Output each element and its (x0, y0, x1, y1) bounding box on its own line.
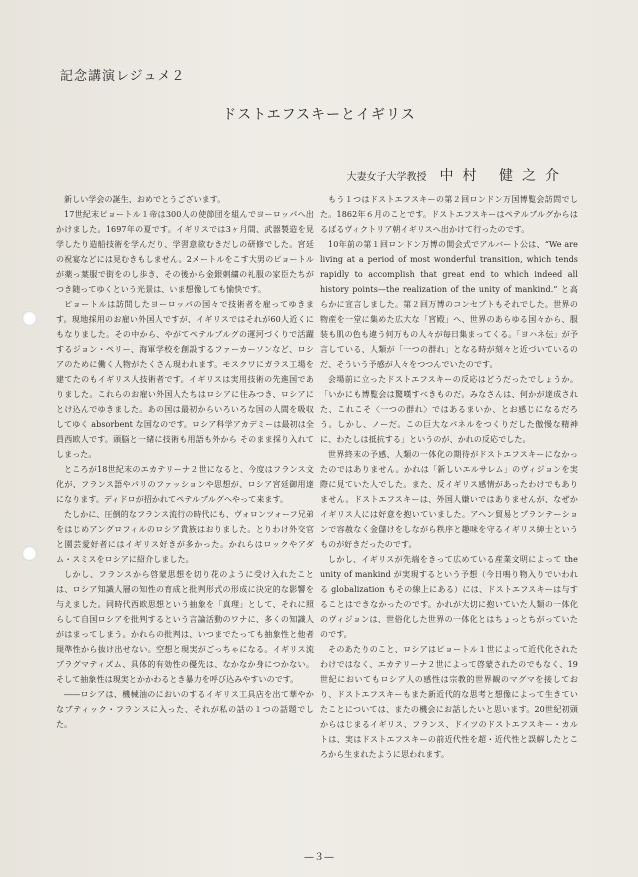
paragraph: ――ロシアは、機械油のにおいのするイギリス工具店を出て華やかなブティック・フランスに入った、それが私の話の１つの話題でした。 (56, 690, 314, 729)
paragraph: もう１つはドストエフスキーの第２回ロンドン万国博覧会訪問でした。1862年６月のことです。ドストエフスキーはペテルブルグからはるばるヴィクトリア朝イギリスへ出かけて行ったのです。 (320, 195, 578, 234)
paragraph: ピョートルは訪問したヨーロッパの国々で技術者を雇ってゆきます。現地採用のお雇い外国人ですが、イギリスではそれが60人近くにもなりました。その中から、やがてペテルブルグの運河づくりで活躍するジョン・ペリー、海軍学校を創設するファーカーソンなど、ロシアのために働く人物がたくさん現われます。モスクワにガラス工場を建てたのもイギリス人技術者です。イギリスは実用技術の先進国でありました。これらのお雇い外国人たちはロシアに住みつき、ロシアにとけ込んでゆきました。あの国は最初からいろいろな国の人間を吸収してゆく absorbent な国なのです。ロシア科学アカデミーは最初は全員西欧人です。頭脳と一緒に技術も用語も外から そのまま採り入れてしまった。 (56, 300, 314, 459)
right-column (320, 192, 578, 842)
paragraph: 会場前に立ったドストエフスキーの反応はどうだったでしょうか。「いかにも博覧会は驚嘆すべきものだ。みなさんは、何かが達成された、これこそ〈一つの群れ〉ではあるまいか、とお感じになるだろう。しかし、ノーだ。この巨大なパネルをつくりだした傲慢な精神に、わたしは抵抗する」というのが、かれの反応でした。 (320, 375, 578, 444)
paragraph: 17世紀末ピョートル１帝は300人の使節団を組んでヨーロッパへ出かけました。1697年の夏です。イギリスでは3ヶ月間、武器製造を見学したり造船技術を学んだり、学習意欲むきだしの研修でした。宮廷の祝宴などには見むきもしません。2メートルをこす大男のピョートルが薬っ葉服で街をのし歩き、その後から金銀刺繍の礼服の家臣たちがつき随ってゆくという光景は、いま想像しても愉快です。 (56, 210, 314, 294)
paragraph: しかし、イギリスが先端をきって広めている産業文明によって the unity of mankind が実現するという予想（今日鳴り物入りでいわれる globalization もその線上にある）には、ドストエフスキーは与することはできなかったのです。かれが大切に抱いていた人類の一体化のヴィジョンは、世俗化した世界の一体化とはちょっとちがっていたのです。 (320, 555, 578, 639)
paragraph: しかし、フランスから啓蒙思想を切り花のように受け入れたことは、ロシア知識人層の知性の育成と批判形式の形成に決定的な影響を与えました。同時代西欧思想という抽象を「真理」として、それに照らして自国ロシアを批判するという言論活動のワナに、多くの知識人がはまってしまう。かれらの批判は、いつまでたっても抽象性と他者規準性から抜け出せない。空想と現実がごっちゃになる。イギリス流プラグマティズム、具体的有効性の優先は、なかなか身につかない。そして抽象性は現実とかかわるとき暴力を呼び込みやすいのです。 (56, 570, 314, 684)
left-column (56, 192, 314, 842)
punch-hole (22, 546, 37, 561)
paragraph: 10年前の第１回ロンドン万博の開会式でアルバート公は、“We are living at a period of most wonderful transition, which tends rapidly to accomplish that great end to which indeed all history points—the realization of the unity of mankind.” と高らかに宣言しました。第２回万博のコンセプトもそれでした。世界の物産を一堂に集めた広大な「宮殿」へ、世界のあらゆる国々から、服装も肌の色も違う何万もの人々が毎日集まってくる。「ヨハネ伝」が予言している、人類が「一つの群れ」となる時が刻々と近づいているのだ、そういう予感が人々をつつんでいたのです。 (320, 240, 578, 369)
paragraph: たしかに、圧倒的なフランス流行の時代にも、ヴォロンツォーフ兄弟をはじめアングロフィルのロシア貴族はおりました。とりわけ外交官と園芸愛好者にはイギリス好きが多かった。かれらはロックやアダム・スミスをロシアに紹介しました。 (56, 510, 314, 564)
author-affiliation: 大妻女子大学教授 (346, 172, 427, 183)
author-line (346, 165, 568, 185)
series-title: 記念講演レジュメ２ (60, 69, 186, 84)
page-title: ドストエフスキーとイギリス (222, 107, 416, 123)
page-number: —３— (304, 852, 334, 863)
paragraph: ところが18世紀末のエカテリーナ２世になると、今度はフランス文化が、フランス語やパリのファッションや思想が、ロシア宮廷御用達になります。ディドロが招かれてペテルブルグへやって来ます。 (56, 465, 314, 504)
paragraph: 世界終末の予感、人類の一体化の期待がドストエフスキーになかったのではありません。かれは「新しいエルサレム」のヴィジョンを実際に見ていた人でした。また、反イギリス感情があったわけでもありません。ドストエフスキーは、外国人嫌いではありませんが、なぜかイギリス人には好意を抱いていました。アヘン貿易とプランテーションで容赦なく金儲けをしながら秩序と趣味を守るイギリス紳士というものが好きだったのです。 (320, 450, 578, 549)
author-name: 中村 健之介 (439, 168, 568, 184)
paragraph: 新しい学会の誕生、おめでとうございます。 (64, 195, 226, 204)
paragraph: そのあたりのこと、ロシアはピョートル１世によって近代化されたわけではなく、エカテリーナ２世によって啓蒙されたのでもなく、19世紀においてもロシア人の感性は宗教的世界観のマグマを接しており、ドストエフスキーもまた新近代的な思考と想像によって生きていたことについては、またの機会にお話したいと思います。20世紀初頭からはじまるイギリス、フランス、ドイツのドストエフスキー・カルトは、実はドストエフスキーの前近代性を超・近代性と誤解したところから生まれたように思われます。 (320, 645, 578, 759)
punch-hole (22, 311, 37, 326)
